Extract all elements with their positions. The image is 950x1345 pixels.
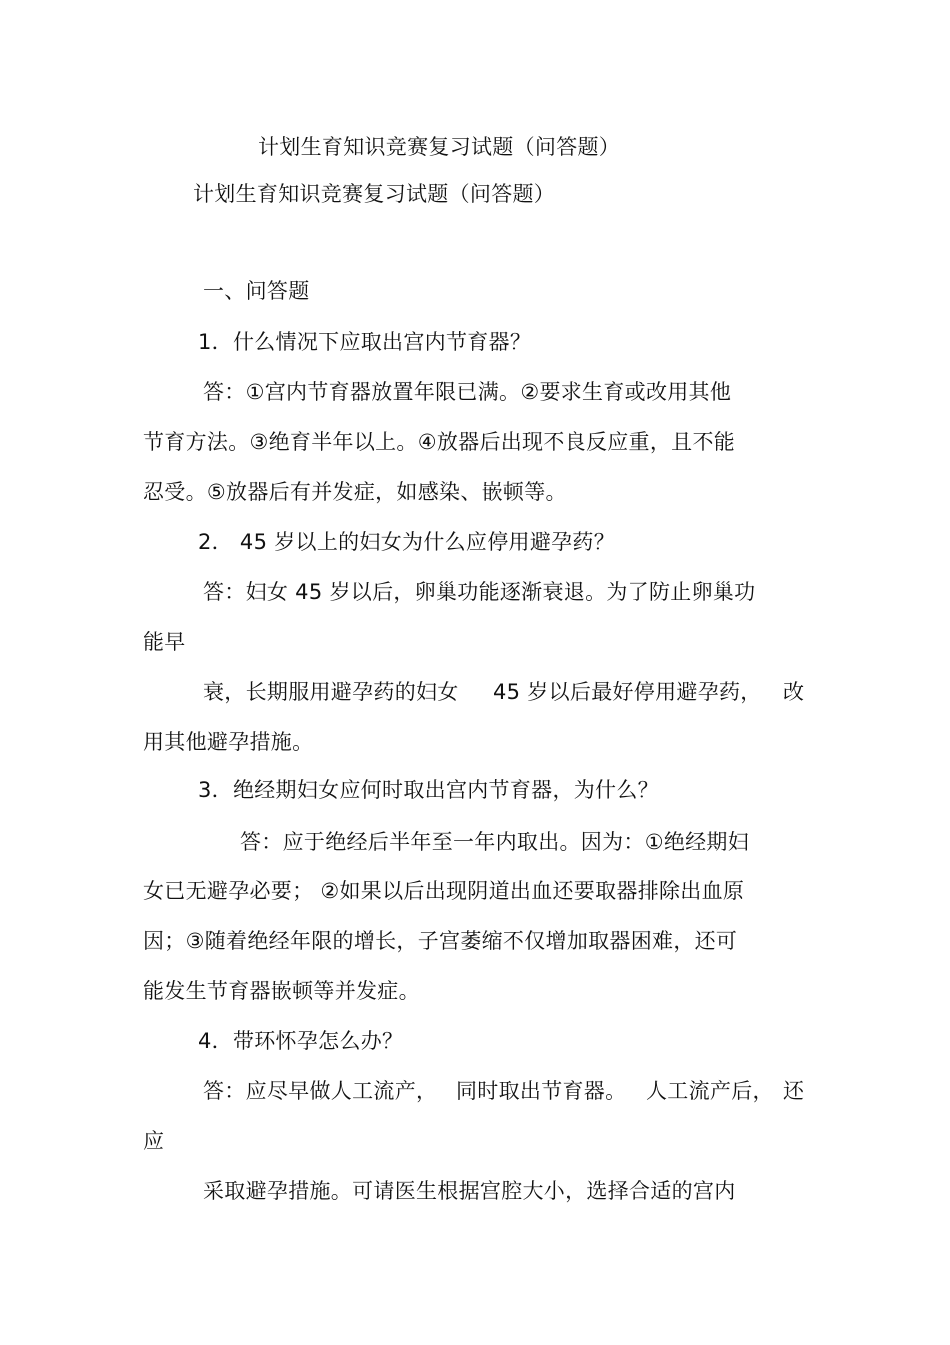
answer-1-line-3: 忍受。⑤放器后有并发症，如感染、嵌顿等。 <box>143 480 567 504</box>
answer-1-line-1: 答：①宫内节育器放置年限已满。②要求生育或改用其他 <box>203 380 732 404</box>
document-subtitle: 计划生育知识竞赛复习试题（问答题） <box>193 182 556 206</box>
answer-1-line-2: 节育方法。③绝育半年以上。④放器后出现不良反应重，且不能 <box>143 430 736 454</box>
answer-3-line-1: 答：应于绝经后半年至一年内取出。因为：①绝经期妇 <box>240 830 750 854</box>
answer-4-line-1a: 答：应尽早做人工流产， <box>203 1079 438 1103</box>
answer-2-line-3c: 改 <box>783 680 805 704</box>
answer-2-line-1: 答：妇女 45 岁以后，卵巢功能逐渐衰退。为了防止卵巢功 <box>203 580 756 604</box>
answer-3-line-4: 能发生节育器嵌顿等并发症。 <box>143 979 420 1003</box>
answer-4-line-1b: 同时取出节育器。 <box>456 1079 627 1103</box>
question-1: 1．什么情况下应取出宫内节育器？ <box>198 330 532 354</box>
answer-2-line-4: 用其他避孕措施。 <box>143 730 314 754</box>
section-heading: 一、问答题 <box>203 279 310 303</box>
answer-4-line-3: 采取避孕措施。可请医生根据宫腔大小，选择合适的宫内 <box>203 1179 736 1203</box>
answer-4-line-1d: 还 <box>783 1079 805 1103</box>
answer-2-line-3a: 衰，长期服用避孕药的妇女 <box>203 680 459 704</box>
answer-4-line-1c: 人工流产后， <box>646 1079 774 1103</box>
answer-2-line-2: 能早 <box>143 630 186 654</box>
answer-2-line-3b: 45 岁以后最好停用避孕药， <box>493 680 762 704</box>
question-4: 4．带环怀孕怎么办？ <box>198 1029 404 1053</box>
answer-3-line-2: 女已无避孕必要； ②如果以后出现阴道出血还要取器排除出血原 <box>143 879 745 903</box>
question-3: 3．绝经期妇女应何时取出宫内节育器，为什么？ <box>198 778 659 802</box>
answer-4-line-2: 应 <box>143 1129 165 1153</box>
document-title: 计划生育知识竞赛复习试题（问答题） <box>258 135 621 159</box>
question-2: 2． 45 岁以上的妇女为什么应停用避孕药？ <box>198 530 616 554</box>
answer-3-line-3: 因；③随着绝经年限的增长，子宫萎缩不仅增加取器困难，还可 <box>143 929 738 953</box>
